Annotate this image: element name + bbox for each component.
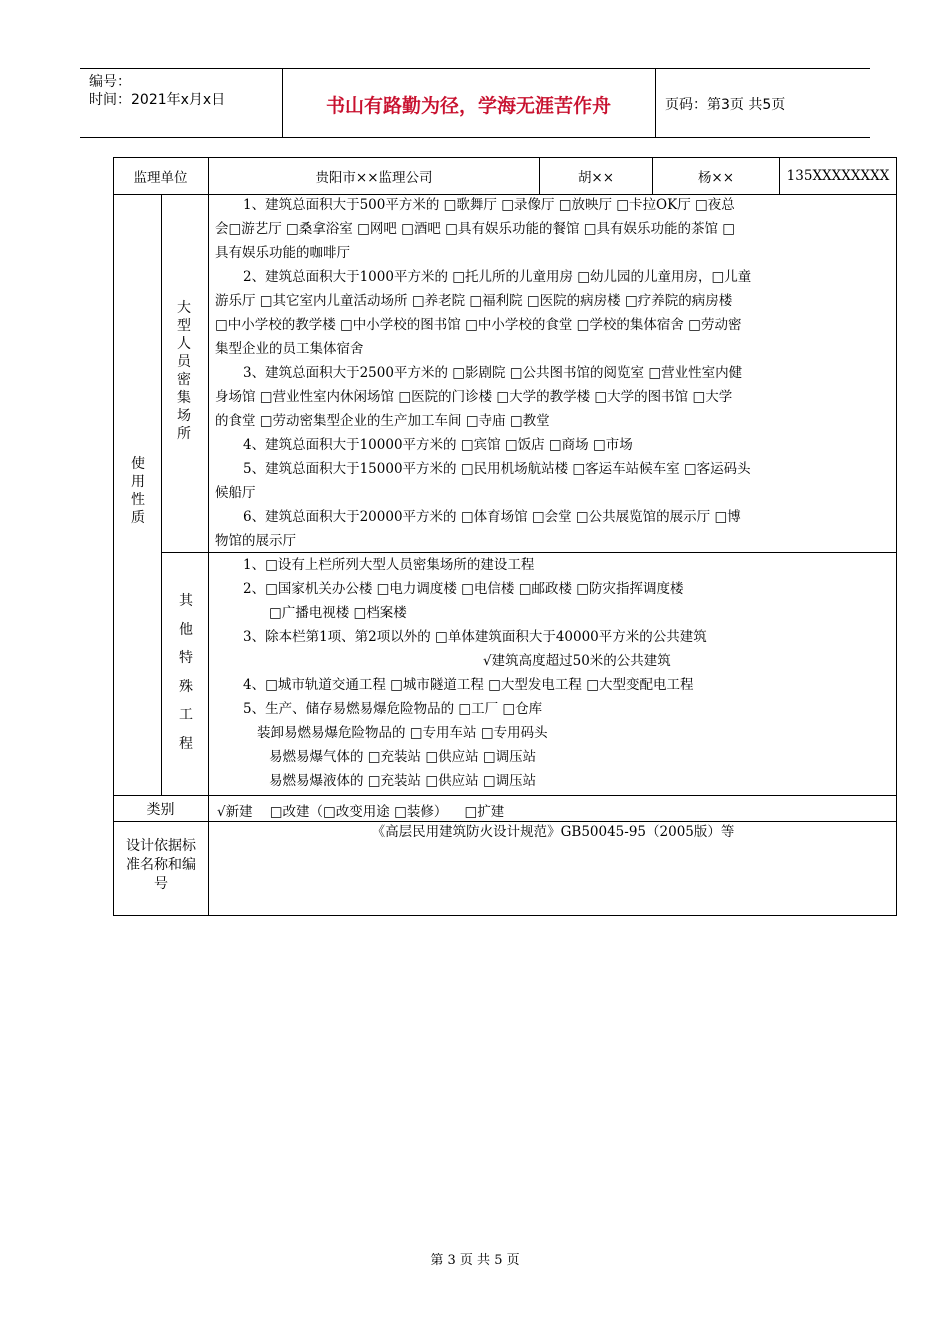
list-item: 会□游艺厅 □桑拿浴室 □网吧 □酒吧 □具有娱乐功能的餐馆 □具有娱乐功能的茶馆 □ <box>215 221 736 237</box>
standard-value: 《高层民用建筑防火设计规范》GB50045-95（2005版）等 <box>371 824 735 840</box>
list-item: 易燃易爆气体的 □充装站 □供应站 □调压站 <box>269 749 537 765</box>
supervisor-label: 监理单位 <box>133 169 188 186</box>
list-item: 1、□设有上栏所列大型人员密集场所的建设工程 <box>243 557 535 573</box>
row-divider <box>113 795 897 796</box>
header-divider <box>655 69 656 137</box>
list-item: 4、建筑总面积大于10000平方米的 □宾馆 □饭店 □商场 □市场 <box>243 437 633 453</box>
list-item: 2、建筑总面积大于1000平方米的 □托儿所的儿童用房 □幼儿园的儿童用房，□儿童 <box>243 269 752 285</box>
project-form-table <box>113 157 897 916</box>
time-label: 时间：2021年x月x日 <box>89 92 226 108</box>
crowded-places-label: 大型人员密集场所 <box>177 300 191 442</box>
header-motto: 书山有路勤为径，学海无涯苦作舟 <box>325 95 611 117</box>
category-options: √新建 □改建（□改变用途 □装修） □扩建 <box>217 804 505 820</box>
col-divider <box>208 157 209 916</box>
list-item: 6、建筑总面积大于20000平方米的 □体育场馆 □会堂 □公共展览馆的展示厅 □博 <box>243 509 741 525</box>
supervisor-person-2: 杨×× <box>697 169 735 186</box>
list-item: 易燃易爆液体的 □充装站 □供应站 □调压站 <box>269 773 537 789</box>
crowded-items-list <box>215 193 893 553</box>
list-item: 集型企业的员工集体宿舍 <box>215 341 364 357</box>
list-item: 1、建筑总面积大于500平方米的 □歌舞厅 □录像厅 □放映厅 □卡拉OK厅 □夜总 <box>243 197 735 213</box>
special-projects-label: 其他特殊工程 <box>179 593 193 752</box>
supervisor-person-1: 胡×× <box>577 169 615 186</box>
list-item: 装卸易燃易爆危险物品的 □专用车站 □专用码头 <box>257 725 548 741</box>
list-item: 身场馆 □营业性室内休闲场馆 □医院的门诊楼 □大学的教学楼 □大学的图书馆 □大学 <box>215 389 733 405</box>
serial-label: 编号： <box>89 74 131 90</box>
table-border <box>113 915 897 916</box>
supervisor-company: 贵阳市××监理公司 <box>315 169 433 186</box>
supervisor-phone: 135XXXXXXXX <box>786 167 890 184</box>
list-item: 3、建筑总面积大于2500平方米的 □影剧院 □公共图书馆的阅览室 □营业性室内健 <box>243 365 743 381</box>
usage-label: 使用性质 <box>131 456 145 526</box>
list-item: 4、□城市轨道交通工程 □城市隧道工程 □大型发电工程 □大型变配电工程 <box>243 677 694 693</box>
category-label: 类别 <box>146 801 175 818</box>
list-item: □广播电视楼 □档案楼 <box>269 605 407 621</box>
special-items-list <box>215 553 893 793</box>
list-item: 5、建筑总面积大于15000平方米的 □民用机场航站楼 □客运车站候车室 □客运码头 <box>243 461 751 477</box>
list-item: 2、□国家机关办公楼 □电力调度楼 □电信楼 □邮政楼 □防灾指挥调度楼 <box>243 581 684 597</box>
list-item: 具有娱乐功能的咖啡厅 <box>215 245 350 261</box>
list-item: 的食堂 □劳动密集型企业的生产加工车间 □寺庙 □教堂 <box>215 413 550 429</box>
list-item: 3、除本栏第1项、第2项以外的 □单体建筑面积大于40000平方米的公共建筑 <box>243 629 707 645</box>
list-item: 游乐厅 □其它室内儿童活动场所 □养老院 □福利院 □医院的病房楼 □疗养院的病房楼 <box>215 293 733 309</box>
list-item: 候船厅 <box>215 485 256 501</box>
standard-label: 设计依据标准名称和编号 <box>126 838 196 892</box>
header-meta <box>89 73 225 109</box>
list-item: □中小学校的教学楼 □中小学校的图书馆 □中小学校的食堂 □学校的集体宿舍 □劳动密 <box>215 317 742 333</box>
list-item: 物馆的展示厅 <box>215 533 296 549</box>
page-footer: 第 3 页 共 5 页 <box>430 1253 520 1268</box>
page-header <box>80 68 870 138</box>
table-border <box>896 157 897 916</box>
col-divider <box>161 194 162 795</box>
list-item: √建筑高度超过50米的公共建筑 <box>483 653 671 669</box>
list-item: 5、生产、储存易燃易爆危险物品的 □工厂 □仓库 <box>243 701 543 717</box>
header-page-info: 页码：第3页 共5页 <box>665 97 786 113</box>
